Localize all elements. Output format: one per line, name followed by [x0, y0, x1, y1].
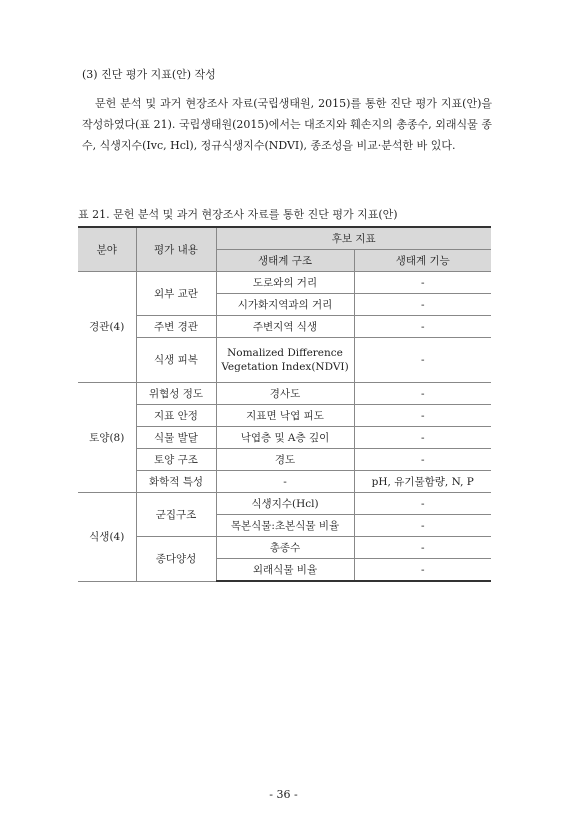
table-row [78, 405, 491, 427]
header-structure: 생태계 구조 [216, 250, 354, 272]
header-function: 생태계 기능 [354, 250, 491, 272]
function-cell: - [354, 383, 491, 405]
content-cell: 종다양성 [136, 537, 216, 582]
structure-cell: 지표면 낙엽 피도 [216, 405, 354, 427]
table-row [78, 427, 491, 449]
content-cell: 식물 발달 [136, 427, 216, 449]
content-cell: 지표 안정 [136, 405, 216, 427]
function-cell: - [354, 316, 491, 338]
function-cell: - [354, 537, 491, 559]
field-cell: 토양(8) [78, 383, 136, 493]
function-cell: - [354, 493, 491, 515]
structure-cell: 식생지수(Hcl) [216, 493, 354, 515]
structure-cell: 총종수 [216, 537, 354, 559]
function-cell: - [354, 427, 491, 449]
function-cell: pH, 유기물함량, N, P [354, 471, 491, 493]
function-cell: - [354, 449, 491, 471]
header-candidate: 후보 지표 [216, 227, 491, 250]
table-row [78, 449, 491, 471]
function-cell: - [354, 515, 491, 537]
table-row [78, 537, 491, 559]
body-paragraph: 문헌 분석 및 과거 현장조사 자료(국립생태원, 2015)를 통한 진단 평가 지표(안)을 작성하였다(표 21). 국립생태원(2015)에서는 대조지와 훼손지의 총종수, 외래식물 종수, 식생지수(Ivc, Hcl), 정규식생지수(NDVI), 종조성을 비교·분석한 바 있다. [82, 97, 492, 152]
table-row [78, 338, 491, 383]
table-row [78, 272, 491, 294]
structure-cell: 경도 [216, 449, 354, 471]
function-cell: - [354, 272, 491, 294]
structure-cell: 외래식물 비율 [216, 559, 354, 582]
structure-cell: 주변지역 식생 [216, 316, 354, 338]
table-row [78, 316, 491, 338]
content-cell: 토양 구조 [136, 449, 216, 471]
section-heading: (3) 진단 평가 지표(안) 작성 [82, 68, 216, 81]
structure-cell: 도로와의 거리 [216, 272, 354, 294]
table-header-row [78, 227, 491, 250]
content-cell: 위협성 정도 [136, 383, 216, 405]
structure-cell: 목본식물:초본식물 비율 [216, 515, 354, 537]
function-cell: - [354, 559, 491, 582]
field-cell: 식생(4) [78, 493, 136, 582]
content-cell: 외부 교란 [136, 272, 216, 316]
table-row [78, 383, 491, 405]
content-cell: 군집구조 [136, 493, 216, 537]
header-field: 분야 [78, 227, 136, 272]
page-number: - 36 - [269, 788, 298, 801]
table-caption: 표 21. 문헌 분석 및 과거 현장조사 자료를 통한 진단 평가 지표(안) [78, 208, 398, 221]
table-row [78, 471, 491, 493]
function-cell: - [354, 338, 491, 383]
content-cell: 주변 경관 [136, 316, 216, 338]
content-cell: 화학적 특성 [136, 471, 216, 493]
structure-cell: Nomalized Difference Vegetation Index(NDVI) [216, 338, 354, 383]
structure-cell: 경사도 [216, 383, 354, 405]
structure-cell: - [216, 471, 354, 493]
content-cell: 식생 피복 [136, 338, 216, 383]
indicator-table [78, 226, 491, 582]
field-cell: 경관(4) [78, 272, 136, 383]
structure-cell: 시가화지역과의 거리 [216, 294, 354, 316]
function-cell: - [354, 294, 491, 316]
structure-cell: 낙엽층 및 A층 깊이 [216, 427, 354, 449]
table-row [78, 493, 491, 515]
function-cell: - [354, 405, 491, 427]
header-content: 평가 내용 [136, 227, 216, 272]
